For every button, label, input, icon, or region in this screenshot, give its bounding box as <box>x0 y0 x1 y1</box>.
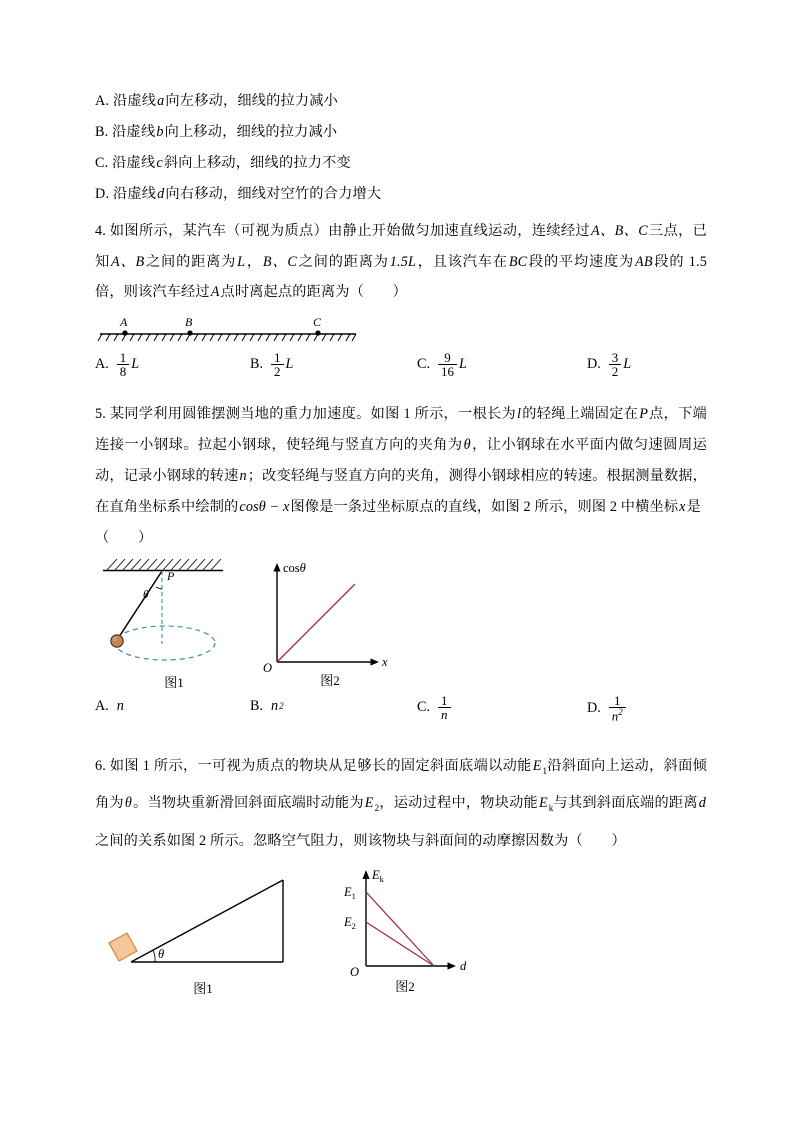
q5-option-c-numerator: 1 <box>441 692 448 708</box>
q4-options <box>95 351 707 391</box>
q5-option-c-label: C. <box>417 699 431 716</box>
q5-option-b-label: B. <box>250 697 264 714</box>
question-5 <box>95 399 707 738</box>
q5-line1c: 点，下端 <box>649 405 707 422</box>
q6-line2b: 。当物块重新滑回斜面底端时动能为 <box>132 795 364 812</box>
q4-point-c <box>315 330 320 335</box>
q3-choice-d <box>95 179 707 210</box>
q5-graph-origin-label: O <box>263 660 273 675</box>
q6-line2d: 与其到斜面底端的距离 <box>553 795 698 812</box>
q3-choice-d-var: d <box>157 186 165 202</box>
q5-number: 5. <box>95 405 106 422</box>
q3-choice-a-label: A. <box>95 93 110 109</box>
q4-option-b-denominator: 2 <box>271 364 284 379</box>
q5-conical-pendulum-diagram <box>99 556 249 674</box>
q4-option-a[interactable] <box>95 351 140 379</box>
q3-choice-b-var: b <box>156 124 164 140</box>
q4-line3-v: A <box>210 284 220 300</box>
q3-choice-c <box>95 148 707 179</box>
q6-line2-v4: d <box>698 795 706 812</box>
q5-option-b-exponent: 2 <box>279 701 284 711</box>
page-content <box>95 86 708 997</box>
q4-option-c-unit: L <box>459 356 467 373</box>
q4-option-a-unit: L <box>131 356 140 373</box>
q5-point-p-label: P <box>167 568 175 583</box>
q6-line1-v1-sub: 1 <box>542 765 548 776</box>
q4-number: 4. <box>95 223 106 239</box>
q4-line2-v1: A、B <box>111 253 145 270</box>
q4-option-b-fraction <box>271 351 284 379</box>
q4-option-a-numerator: 1 <box>119 349 127 365</box>
q5-option-a-value: n <box>116 697 124 714</box>
q6-line2-v2: E <box>364 795 374 812</box>
q6-angle-label: θ <box>158 947 165 962</box>
steel-ball-icon <box>111 634 123 646</box>
q5-option-d-den-exponent: 2 <box>618 707 623 718</box>
q5-option-c-denominator <box>438 707 451 722</box>
q3-choice-c-label: C. <box>95 155 109 171</box>
q6-line2c: ，运动过程中，物块动能 <box>379 795 538 812</box>
q5-option-d-fraction <box>609 694 626 723</box>
q6-graph-label-e1: $E_1$ <box>344 885 356 902</box>
q6-figure2-caption: 图2 <box>395 979 415 995</box>
q4-stem <box>95 216 707 308</box>
q4-point-b <box>187 330 192 335</box>
q5-option-b[interactable] <box>250 698 284 715</box>
q5-line2b: ，让小钢球在水平面内做匀速圆周运动， <box>95 436 707 484</box>
q5-stem <box>95 399 707 523</box>
q4-option-a-label: A. <box>95 356 109 373</box>
q6-figures <box>95 864 707 997</box>
q4-point-a <box>122 330 127 335</box>
q5-line1-v1: l <box>517 405 522 422</box>
q4-ground-diagram <box>98 314 358 346</box>
q6-figure1-caption: 图1 <box>193 981 213 997</box>
q5-line4-v: cosθ − x <box>239 498 290 515</box>
q4-line1b: 三点，已知 <box>95 223 708 270</box>
q5-line3-v: n <box>239 467 247 484</box>
q4-option-b-unit: L <box>285 356 294 373</box>
q5-figure1 <box>99 556 249 691</box>
q4-option-a-fraction <box>117 351 130 379</box>
q4-point-label-b: B <box>185 314 193 329</box>
q6-stem <box>95 750 707 859</box>
q5-option-d-denominator <box>609 707 626 723</box>
q5-graph-x-arrow <box>371 658 380 665</box>
q3-choice-d-text-after: 向右移动，细线对空竹的合力增大 <box>165 186 382 202</box>
q5-costheta-x-graph <box>255 558 395 674</box>
q5-option-b-base: n <box>271 697 279 714</box>
q4-option-d[interactable] <box>587 351 632 379</box>
q5-figure2 <box>255 558 405 689</box>
q3-choice-a <box>95 86 707 117</box>
q5-option-a[interactable] <box>95 698 125 715</box>
q4-line3a: 则该汽车经过 <box>123 284 210 300</box>
q6-angle-arc <box>153 950 155 962</box>
q5-option-d-den-base: n <box>611 708 619 724</box>
q5-line2: 连接一小钢球。拉起小钢球，使轻绳与竖直方向的夹角为 <box>95 436 463 453</box>
q5-graph-xlabel: x <box>382 654 388 669</box>
q4-option-c-label: C. <box>417 356 431 373</box>
q6-line1b: 沿斜面向上运动，斜面倾角 <box>95 757 707 812</box>
q5-line4a: 角坐标系中绘制的 <box>123 498 239 515</box>
q4-option-d-unit: L <box>623 356 632 373</box>
q5-line4c: 是 <box>686 498 701 515</box>
q3-choice-c-var: c <box>156 155 163 171</box>
q3-choice-c-text-after: 斜向上移动，细线的拉力不变 <box>163 155 351 171</box>
angle-arc <box>156 587 162 589</box>
q5-option-c-den-base: n <box>441 707 448 723</box>
q4-line2-v3: B、C <box>262 253 298 270</box>
q4-option-c-fraction <box>438 351 457 379</box>
q6-figure2 <box>330 864 480 995</box>
q4-line2b: ， <box>246 253 262 270</box>
q3-choice-b <box>95 117 707 148</box>
q4-option-c[interactable] <box>417 351 468 379</box>
q4-option-d-fraction <box>609 351 622 379</box>
q3-choice-a-text-after: 向左移动，细线的拉力减小 <box>165 93 339 109</box>
q4-option-c-numerator: 9 <box>444 349 451 365</box>
q4-option-a-denominator: 8 <box>117 364 130 379</box>
q5-answer-blank: （ ） <box>95 529 153 546</box>
q6-ek-d-graph <box>330 864 480 980</box>
q4-point-label-c: C <box>313 314 322 329</box>
q4-option-d-numerator: 3 <box>611 349 619 365</box>
q3-choice-b-text-before: 沿虚线 <box>112 124 156 140</box>
ball-highlight <box>113 637 117 641</box>
q4-option-b-label: B. <box>250 356 264 373</box>
q6-figure1 <box>103 868 328 997</box>
q5-line2-v: θ <box>463 436 471 453</box>
q3-choice-b-text-after: 向上移动，细线的拉力减小 <box>164 124 338 140</box>
q3-choice-c-text-before: 沿虚线 <box>112 155 156 171</box>
q5-option-c[interactable] <box>417 694 452 722</box>
circular-path-ellipse <box>115 626 215 660</box>
q4-point-label-a: A <box>120 314 128 329</box>
q4-line2c: 之间的距离为 <box>298 253 389 270</box>
q5-option-d-numerator: 1 <box>614 692 621 708</box>
q4-line2-v6: AB <box>635 253 653 270</box>
q3-choice-d-text-before: 沿虚线 <box>112 186 157 202</box>
ceiling-hatching-icon <box>107 559 221 570</box>
q6-graph-xlabel: d <box>460 959 467 974</box>
q5-line3b: ；改变轻绳与竖直方向的夹角，测得小钢球相应的转速。根据测量数据，在直 <box>95 467 707 515</box>
q5-line1-v2: P <box>639 405 649 422</box>
question-6 <box>95 750 707 995</box>
q4-line2f: 段的 1.5 倍， <box>95 253 707 300</box>
q3-choices-block <box>95 86 707 210</box>
pendulum-string <box>117 571 162 640</box>
q3-choice-b-label: B. <box>95 124 109 140</box>
q5-figure2-caption: 图2 <box>320 672 340 688</box>
q4-line2a: 之间的距离为 <box>145 253 237 270</box>
q5-angle-label: θ <box>143 588 149 601</box>
q5-option-d-label: D. <box>587 699 601 716</box>
q4-line2-v4: 1.5L <box>389 253 417 270</box>
q3-choice-a-var: a <box>157 93 165 109</box>
q5-option-c-fraction <box>438 694 451 722</box>
q5-line4b: 图像是一条过坐标原点的直线，如图 2 所示，则图 2 中横坐标 <box>290 498 679 515</box>
q5-figures <box>95 556 707 694</box>
q5-graph-data-line <box>277 584 355 662</box>
q4-figure <box>98 314 707 346</box>
q5-option-a-label: A. <box>95 697 109 714</box>
q4-line2d: ，且该汽车在 <box>417 253 508 270</box>
q4-line3b: 点时离起点的距离为（ ） <box>220 284 407 300</box>
q5-line1b: 的轻绳上端固定在 <box>522 405 639 422</box>
q6-incline-diagram <box>103 868 328 976</box>
q5-line1a: 某同学利用圆锥摆测当地的重力加速度。如图 1 所示，一根长为 <box>109 405 517 422</box>
q3-choice-d-label: D. <box>95 186 110 202</box>
q4-option-d-denominator: 2 <box>609 364 622 379</box>
q6-line2a: 为 <box>109 795 124 812</box>
q5-line4-v2: x <box>679 498 686 515</box>
q6-line2-v3-sub: k <box>548 803 554 814</box>
q4-option-b[interactable] <box>250 351 294 379</box>
q4-option-b-numerator: 1 <box>274 349 281 365</box>
incline-slope <box>131 880 283 962</box>
q6-number: 6. <box>95 757 106 774</box>
q6-line1a: 如图 1 所示，一可视为质点的物块从足够长的固定斜面底端以动能 <box>109 757 532 774</box>
q4-line2e: 段的平均速度为 <box>528 253 635 270</box>
q4-option-c-denominator: 16 <box>438 364 457 379</box>
q6-line2-v2-sub: 2 <box>374 803 380 814</box>
q4-line1-vars: A、B、C <box>591 223 648 239</box>
q6-line2-v3: E <box>538 795 548 812</box>
q4-line1a: 如图所示，某汽车（可视为质点）由静止开始做匀加速直线运动，连续经过 <box>109 223 591 239</box>
q4-line2-v2: L <box>237 253 246 270</box>
q6-graph-label-e2: $E_2$ <box>344 915 356 932</box>
q6-line2-v1: θ <box>124 795 132 812</box>
q6-graph-x-arrow <box>448 963 457 970</box>
q6-graph-ylabel: $E_k$ <box>372 868 384 885</box>
q5-line3a: 记录小钢球的转速 <box>123 467 239 484</box>
q5-figure1-caption: 图1 <box>164 674 184 690</box>
q6-line1-v1: E <box>532 757 542 774</box>
q3-choice-a-text-before: 沿虚线 <box>112 93 157 109</box>
q6-graph-origin-label: O <box>350 965 360 980</box>
q5-option-d[interactable] <box>587 694 627 723</box>
q5-graph-ylabel: cosθ <box>283 560 306 575</box>
q5-graph-y-arrow <box>273 563 280 572</box>
q6-line3: 之间的关系如图 2 所示。忽略空气阻力，则该物块与斜面间的动摩擦因数为（ ） <box>95 833 626 850</box>
question-4 <box>95 216 707 391</box>
block-icon <box>109 933 137 961</box>
q6-graph-y-arrow <box>362 870 369 879</box>
q4-option-d-label: D. <box>587 356 601 373</box>
q4-line2-v5: BC <box>508 253 528 270</box>
q5-options <box>95 694 707 738</box>
